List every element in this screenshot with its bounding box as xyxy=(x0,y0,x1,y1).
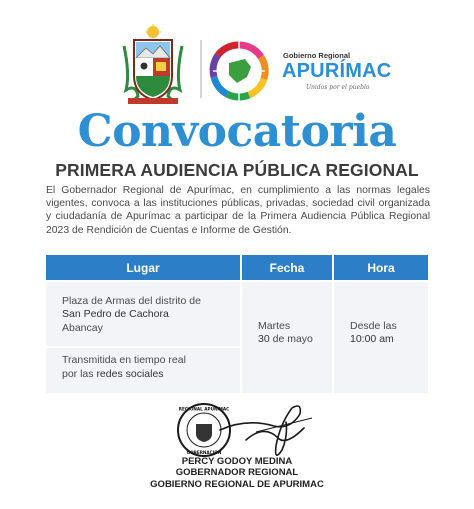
cell-fecha xyxy=(242,282,332,393)
svg-text:GOBERNACIÓN: GOBERNACIÓN xyxy=(186,450,222,455)
logo-divider xyxy=(200,40,202,98)
venue-city: Abancay xyxy=(62,322,103,334)
region-ring-logo-icon xyxy=(209,41,269,101)
page-title: Convocatoria xyxy=(77,106,397,157)
signer-name: PERCY GODOY MEDINA xyxy=(181,456,293,467)
venue-name: San Pedro de Cachora xyxy=(62,308,169,320)
cell-hora xyxy=(334,282,428,393)
intro-line: El Gobernador Regional de Apurímac, en cumplimiento a las normas legales xyxy=(46,185,430,196)
fecha-date xyxy=(258,333,313,346)
fecha-day: Martes xyxy=(258,320,291,332)
cell-lugar-venue xyxy=(46,282,240,346)
coat-of-arms-icon xyxy=(116,24,190,108)
stream-line-2 xyxy=(62,368,164,381)
fecha-month: de mayo xyxy=(269,333,313,345)
event-subtitle: PRIMERA AUDIENCIA PÚBLICA REGIONAL xyxy=(55,160,419,180)
hora-prefix: Desde las xyxy=(350,320,397,332)
cell-lugar-stream xyxy=(46,348,240,393)
header-lugar: Lugar xyxy=(46,255,240,280)
stream-social: redes sociales xyxy=(96,368,164,380)
stream-prefix: por las xyxy=(62,368,97,380)
signer-org: GOBIERNO REGIONAL DE APURIMAC xyxy=(150,478,324,490)
intro-paragraph xyxy=(46,184,430,237)
header-fecha: Fecha xyxy=(242,255,332,280)
gov-label-apurimac: APURÍMAC xyxy=(282,60,392,82)
gov-label-small: Gobierno Regional xyxy=(283,51,351,60)
signature-block xyxy=(0,456,474,490)
header-hora: Hora xyxy=(334,255,428,280)
header-logos xyxy=(0,18,474,106)
stream-line: Transmitida en tiempo real xyxy=(62,354,186,366)
gov-slogan: Unidos por el pueblo xyxy=(306,84,370,91)
intro-line: organizada y ciudadanía de Apurímac a participar de la Primera Audiencia xyxy=(46,198,430,223)
fecha-number: 30 xyxy=(258,333,270,345)
intro-line: vigentes, convoca a las instituciones públicas, privadas, sociedad civil xyxy=(46,198,375,210)
signer-role: GOBERNADOR REGIONAL xyxy=(175,467,299,479)
svg-text:REGIONAL APURÍMAC: REGIONAL APURÍMAC xyxy=(178,406,230,412)
intro-line: Pública Regional 2023 de Rendición de Cuentas e Informe de Gestión. xyxy=(46,211,431,236)
venue-line: Plaza de Armas del distrito de xyxy=(62,295,201,307)
hora-time: 10:00 am xyxy=(350,333,394,345)
